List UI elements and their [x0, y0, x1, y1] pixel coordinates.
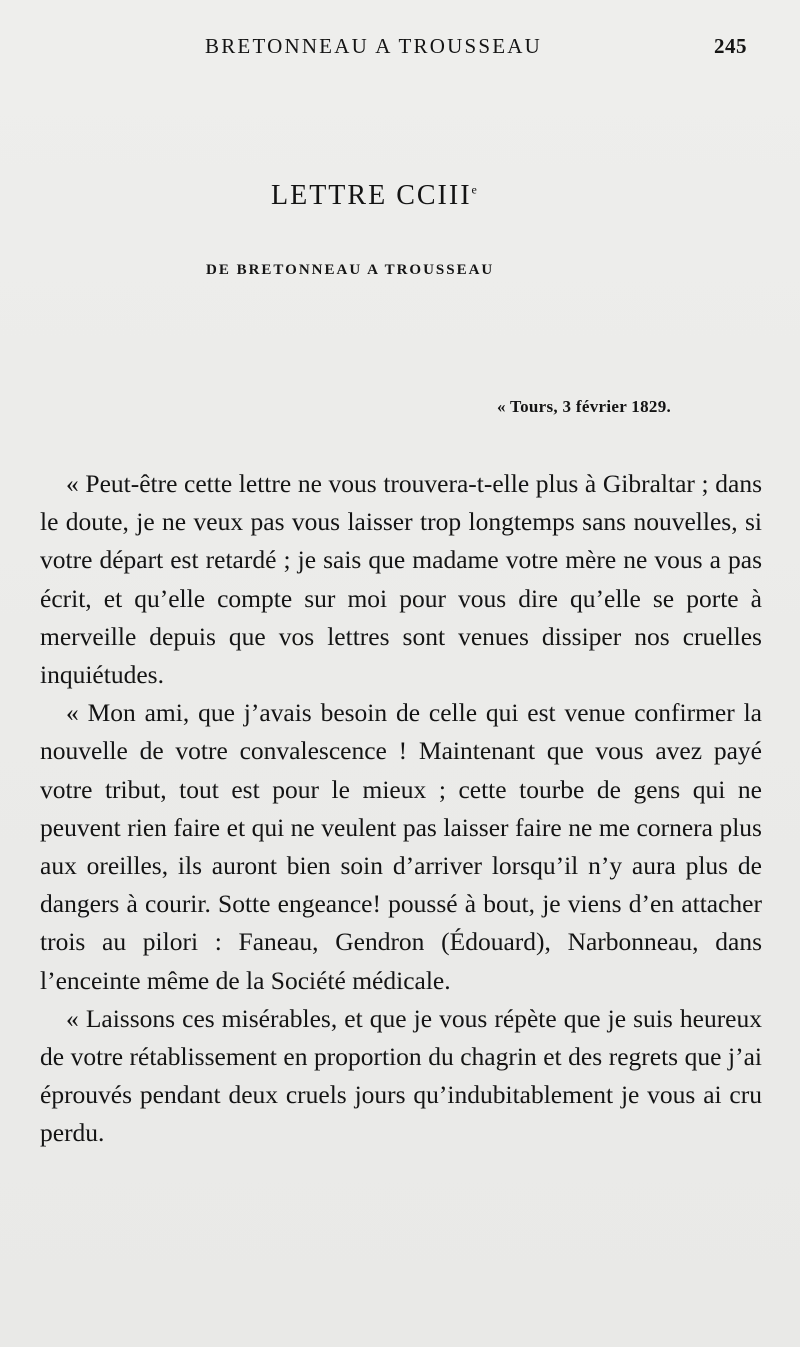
running-head: BRETONNEAU A TROUSSEAU: [205, 34, 542, 58]
letter-subtitle: DE BRETONNEAU A TROUSSEAU: [206, 262, 495, 278]
page-number: 245: [714, 34, 747, 58]
paragraph: « Laissons ces misérables, et que je vous répète que je suis heureux de votre rétablissement en proportion du chagrin et des regrets que j’ai éprouvés pendant deux cruels jours qu’indubitablement je vous ai cru perdu.: [40, 1003, 762, 1148]
letter-title-text: LETTRE CCIII: [271, 180, 472, 211]
letter-title: [271, 180, 477, 212]
paragraph: « Mon ami, que j’avais besoin de celle qui est venue confirmer la nouvelle de votre convalescence ! Maintenant que vous avez payé votre tribut, tout est pour le mieux ; cette tourbe de gens qui ne peuvent rien faire et qui ne veulent pas laisser faire ne me cornera plus aux oreilles, ils auront bien soin d’arriver lorsqu’il n’y aura plus de dangers à courir. Sotte engeance! poussé à bout, je viens d’en attacher trois au pilori : Faneau, Gendron (Édouard), Narbonneau, dans l’enceinte même de la Société médicale.: [40, 698, 762, 995]
letter-body: [40, 465, 762, 1153]
letter-dateline: « Tours, 3 février 1829.: [497, 397, 672, 416]
paragraph: « Peut-être cette lettre ne vous trouvera-t-elle plus à Gibraltar ; dans le doute, je ne veux pas vous laisser trop longtemps sans nouvelles, si votre départ est retardé ; je sais que madame votre mère ne vous a pas écrit, et qu’elle compte sur moi pour vous dire qu’elle se porte à merveille depuis que vos lettres sont venues dissiper nos cruelles inquiétudes.: [40, 469, 762, 690]
letter-title-superscript: e: [471, 182, 477, 197]
